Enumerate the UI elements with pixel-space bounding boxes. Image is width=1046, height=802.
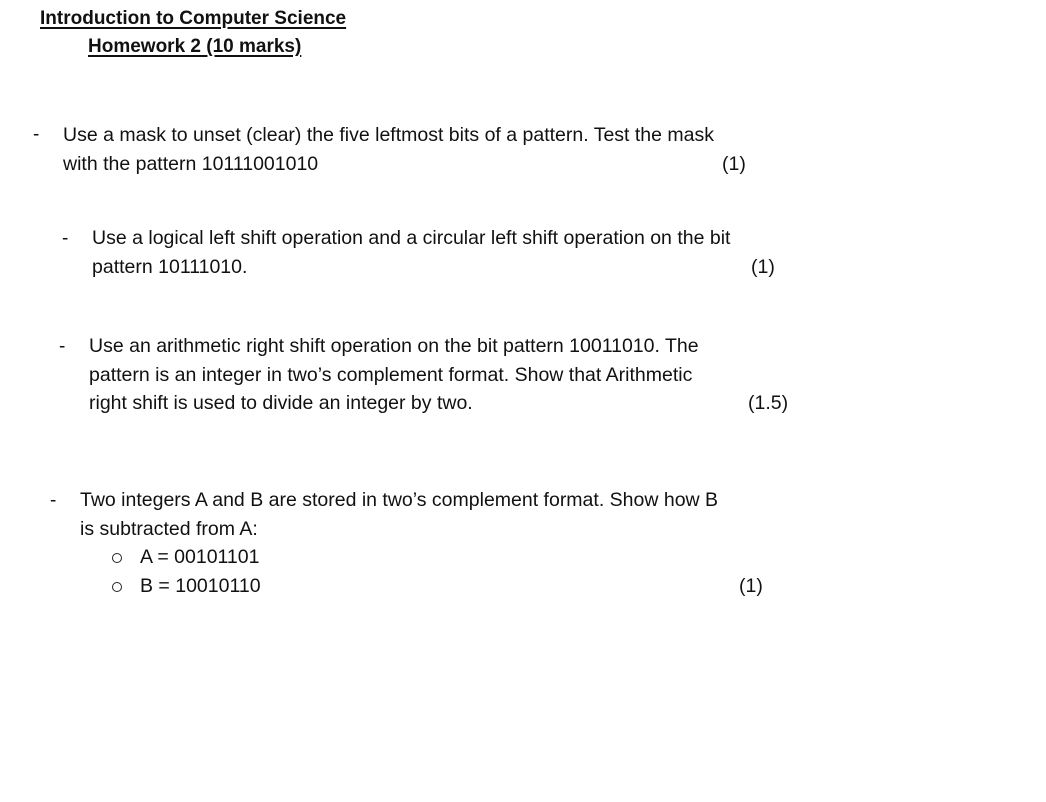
question-1-bullet: - xyxy=(33,124,40,145)
sub-item-bullet-icon xyxy=(112,553,122,563)
question-2-line-2: pattern 10111010. xyxy=(92,256,248,278)
sub-item-b: B = 10010110 xyxy=(140,575,261,597)
question-4-bullet: - xyxy=(50,490,57,511)
question-1-line-2: with the pattern 10111001010 xyxy=(63,153,319,175)
question-3-line-3: right shift is used to divide an integer by two. xyxy=(89,392,473,414)
question-4-line-2: is subtracted from A: xyxy=(80,518,258,540)
question-2-line-1: Use a logical left shift operation and a circular left shift operation on the bit xyxy=(92,227,731,249)
course-title: Introduction to Computer Science xyxy=(40,8,347,29)
sub-item-a: A = 00101101 xyxy=(140,546,260,568)
question-1-marks: (1) xyxy=(722,153,746,175)
question-1-line-1: Use a mask to unset (clear) the five leftmost bits of a pattern. Test the mask xyxy=(63,124,715,146)
homework-title: Homework 2 (10 marks) xyxy=(88,36,302,57)
question-3-line-2: pattern is an integer in two’s complement format. Show that Arithmetic xyxy=(89,364,693,386)
question-2-marks: (1) xyxy=(751,256,775,278)
question-3-marks: (1.5) xyxy=(748,392,789,414)
question-4-marks: (1) xyxy=(739,575,763,597)
question-4-line-1: Two integers A and B are stored in two’s complement format. Show how B xyxy=(80,489,719,511)
sub-item-bullet-icon xyxy=(112,582,122,592)
question-3-line-1: Use an arithmetic right shift operation on the bit pattern 10011010. The xyxy=(89,335,699,357)
question-2-bullet: - xyxy=(62,228,69,249)
question-3-bullet: - xyxy=(59,336,66,357)
